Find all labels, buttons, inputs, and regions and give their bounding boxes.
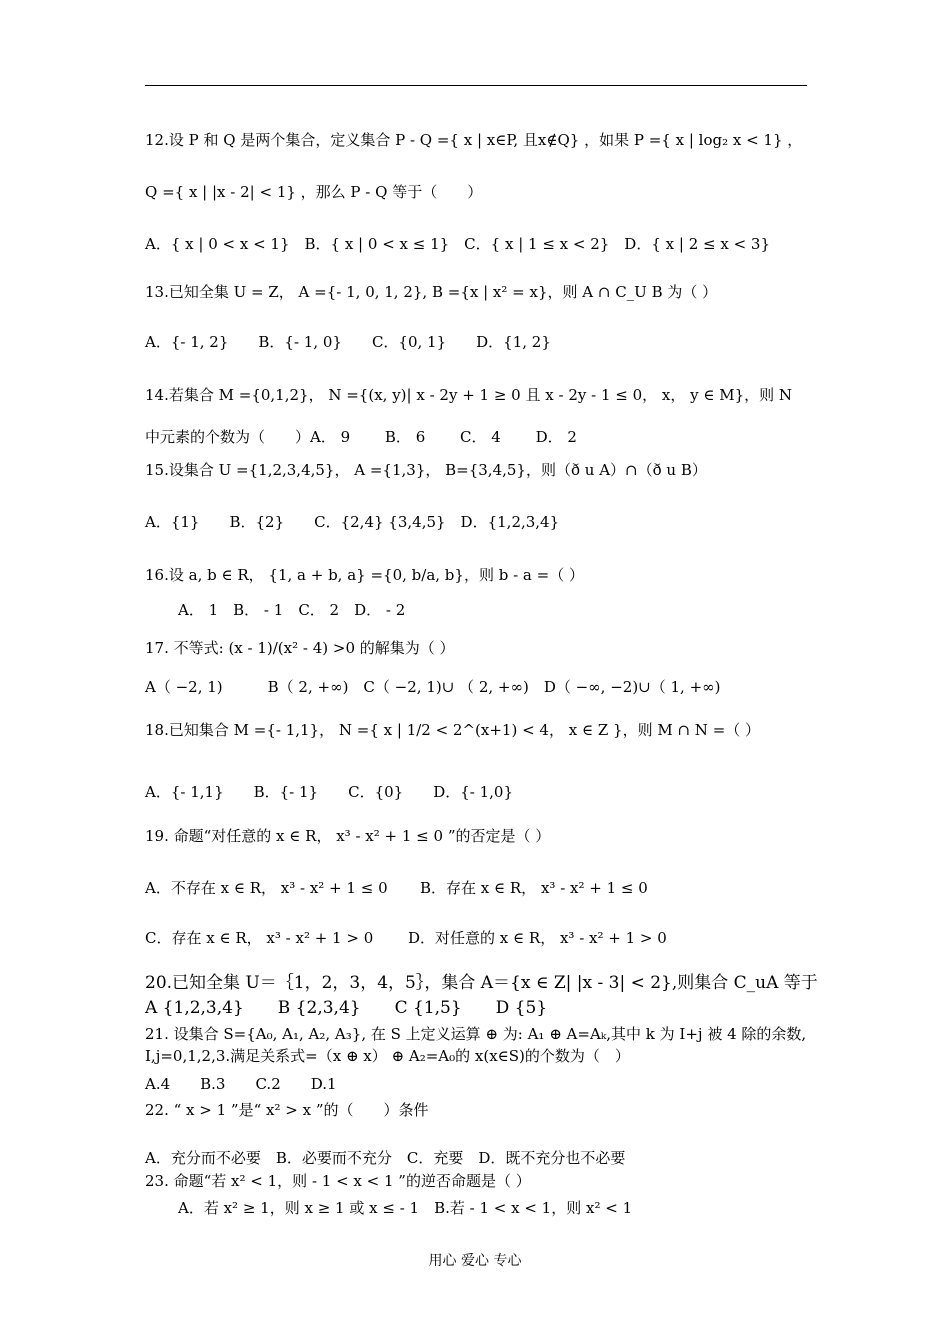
q20-options: A {1,2,3,4} B {2,3,4} C {1,5} D {5} xyxy=(145,998,548,1018)
q13-options: A．{- 1, 2} B．{- 1, 0} C．{0, 1} D．{1, 2} xyxy=(145,333,551,351)
q19-option-c: C．存在 x ∈ R， x³ - x² + 1 > 0 xyxy=(145,929,374,947)
q21-stem-cont: I,j=0,1,2,3.满足关系式=（x ⊕ x） ⊕ A₂=A₀的 x(x∈S)的个数为（ ） xyxy=(145,1047,630,1065)
q15-options: A．{1} B．{2} C．{2,4} {3,4,5} D．{1,2,3,4} xyxy=(145,513,560,531)
q20-stem: 20.已知全集 U＝｛1，2，3，4，5｝，集合 A＝{x ∈ Z| |x - 3| < 2},则集合 C_uA 等于 xyxy=(145,973,818,993)
q21-options: A.4 B.3 C.2 D.1 xyxy=(145,1075,337,1093)
q15-stem: 15.设集合 U ={1,2,3,4,5}， A ={1,3}， B={3,4,5}，则（ð u A）∩（ð u B） xyxy=(145,461,707,479)
header-rule xyxy=(145,85,807,86)
q23-options: A．若 x² ≥ 1，则 x ≥ 1 或 x ≤ - 1 B.若 - 1 < x < 1，则 x² < 1 xyxy=(178,1199,633,1217)
q23-stem: 23. 命题“若 x² < 1，则 - 1 < x < 1 ”的逆否命题是（ ） xyxy=(145,1172,531,1190)
q19-option-d: D．对任意的 x ∈ R， x³ - x² + 1 > 0 xyxy=(408,929,667,947)
q19-option-a: A．不存在 x ∈ R， x³ - x² + 1 ≤ 0 xyxy=(145,879,388,897)
q17-options: A（ −2, 1) B（ 2, +∞) C（ −2, 1)∪ （ 2, +∞) D（ −∞, −2)∪（ 1, +∞) xyxy=(145,678,721,696)
q19-option-b: B．存在 x ∈ R， x³ - x² + 1 ≤ 0 xyxy=(420,879,648,897)
page-footer: 用心 爱心 专心 xyxy=(428,1253,522,1269)
q18-options: A．{- 1,1} B．{- 1} C．{0} D．{- 1,0} xyxy=(145,783,514,801)
q14-stem-cont: 中元素的个数为（ ）A． 9 B． 6 C． 4 D． 2 xyxy=(145,428,577,446)
q13-stem: 13.已知全集 U = Z， A ={- 1, 0, 1, 2}, B ={x | x² = x}，则 A ∩ C_U B 为（ ） xyxy=(145,283,718,301)
q12-stem-cont: Q ={ x | |x - 2| < 1} ，那么 P - Q 等于（ ） xyxy=(145,183,483,201)
q12-options: A．{ x | 0 < x < 1} B．{ x | 0 < x ≤ 1} C．{ x | 1 ≤ x < 2} D．{ x | 2 ≤ x < 3} xyxy=(145,235,770,253)
q22-options: A．充分而不必要 B．必要而不充分 C．充要 D．既不充分也不必要 xyxy=(145,1149,626,1167)
q16-stem: 16.设 a, b ∈ R， {1, a + b, a} ={0, b/a, b}，则 b - a =（ ） xyxy=(145,566,584,584)
q12-stem: 12.设 P 和 Q 是两个集合，定义集合 P - Q ={ x | x∈P, 且x∉Q} ，如果 P ={ x | log₂ x < 1} ， xyxy=(145,131,803,149)
q19-stem: 19. 命题“对任意的 x ∈ R， x³ - x² + 1 ≤ 0 ”的否定是（ ） xyxy=(145,827,551,845)
q17-stem: 17. 不等式: (x - 1)/(x² - 4) >0 的解集为（ ） xyxy=(145,639,455,657)
q18-stem: 18.已知集合 M ={- 1,1}， N ={ x | 1/2 < 2^(x+1) < 4， x ∈ Z }，则 M ∩ N =（ ） xyxy=(145,721,761,739)
q22-stem: 22. “ x > 1 ”是“ x² > x ”的（ ）条件 xyxy=(145,1101,429,1119)
q16-options: A． 1 B． - 1 C． 2 D． - 2 xyxy=(178,601,406,619)
q21-stem: 21. 设集合 S={A₀, A₁, A₂, A₃}, 在 S 上定义运算 ⊕ 为: A₁ ⊕ A=Aₖ,其中 k 为 I+j 被 4 除的余数, xyxy=(145,1025,807,1043)
q14-stem: 14.若集合 M ={0,1,2}， N ={(x, y)| x - 2y + 1 ≥ 0 且 x - 2y - 1 ≤ 0， x， y ∈ M}，则 N xyxy=(145,386,793,404)
